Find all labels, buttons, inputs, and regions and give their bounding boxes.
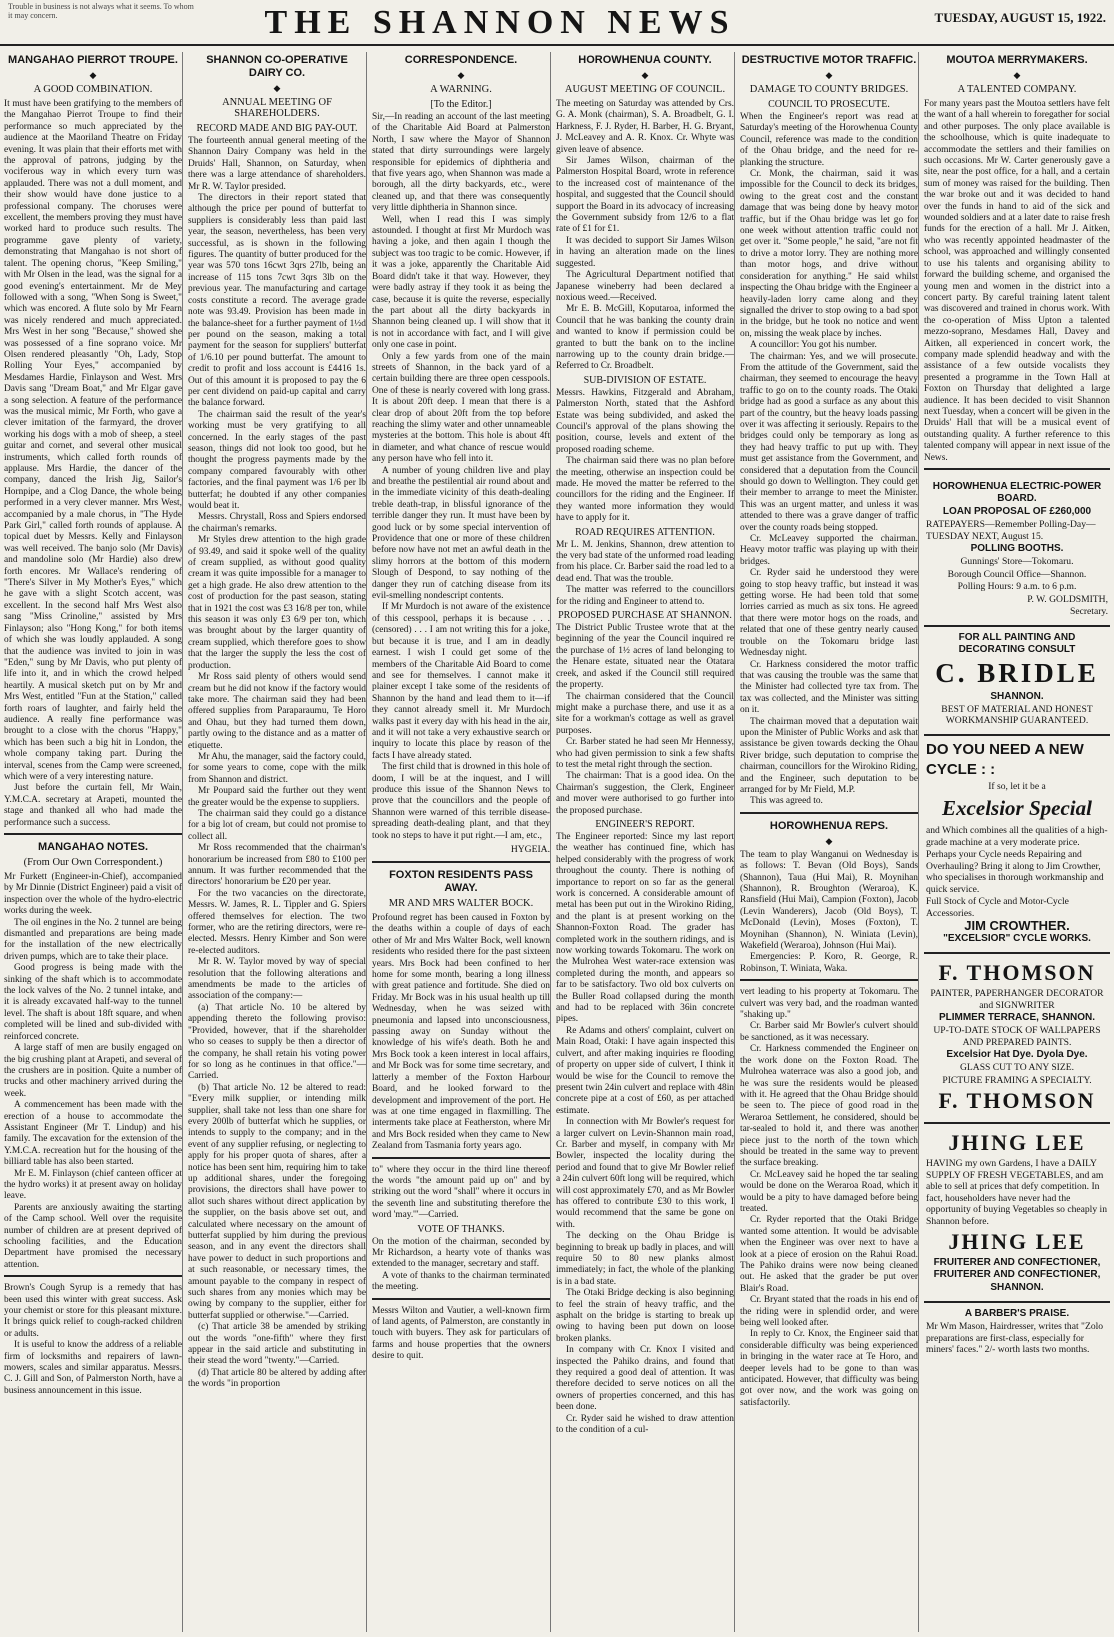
paragraph: Emergencies: P. Koro, R. George, R. Robinson, T. Winiata, Waka. bbox=[740, 952, 918, 974]
paragraph: A large staff of men are busily engaged on the big crushing plant at Arapeti, and several of the crushers are in position. Quite a number of trucks and other machinery arrived during the week. bbox=[4, 1043, 182, 1099]
paragraph: (c) That article 38 be amended by striking out the words "one-fifth" where they first appear in the said article and substituting in their stead the word "twenty."—Carried. bbox=[188, 1322, 366, 1367]
paragraph: The directors in their report stated that although the price per pound of butterfat to suppliers is considerably less than paid last year, the season, nevertheless, has been very successful, as is shown in the following figures. The quantity of butter produced for the year was 570 tons 16cwt 3qrs 27lb, being an increase of 115 tons 7cwt 3qrs 3lb on the previous year. The manufacturing and cartage costs constitute a record. The average grade note was 93.49. Provision has been made in the balance-sheet for a further payment of 1½d per pound on the season, making a total payment for the season for suppliers' butterfat of 1/6.10 per pound butterfat. The amount to credit to profit and loss account is £4416 1s. Out of this amount it is proposed to pay the 6 per cent dividend on paid-up capital and carry the balance forward. bbox=[188, 193, 366, 409]
paragraph: Cr. Harkness considered the motor traffic that was causing the trouble was the same that the Minister had collected tyre tax from. The tax was collected, and the Minister was sitting on it. bbox=[740, 659, 918, 716]
paragraph: The matter was referred to the councillors for the riding and Engineer to attend to. bbox=[556, 585, 734, 607]
column-4 bbox=[556, 52, 735, 1632]
article-heading: MANGAHAO PIERROT TROUPE. bbox=[8, 54, 178, 66]
divider bbox=[4, 833, 182, 835]
article-heading: MOUTOA MERRYMAKERS. bbox=[946, 54, 1088, 66]
ad-name: JIM CROWTHER. bbox=[964, 918, 1070, 933]
article-heading: HOROWHENUA REPS. bbox=[769, 819, 889, 832]
ad-tagline: BEST OF MATERIAL AND HONEST WORKMANSHIP GUARANTEED. bbox=[941, 703, 1093, 726]
paragraph: Parents are anxiously awaiting the starting of the Camp school. Well over the requisite number of children are at present deprived of schooling facilities, and the Education Department have promised the necessary attention. bbox=[4, 1202, 182, 1270]
article-heading: SHANNON CO-OPERATIVE DAIRY CO. bbox=[206, 54, 348, 79]
section-subhead: ENGINEER'S REPORT. bbox=[595, 818, 695, 830]
paragraph: Cr. Bryant stated that the roads in his end of the riding were in splendid order, and were being well looked after. bbox=[740, 1295, 918, 1329]
ad-town: SHANNON. bbox=[990, 690, 1044, 702]
paragraph: When the Engineer's report was read at Saturday's meeting of the Horowhenua County Council, reference was made to the condition of the Ohau bridge, and the need for re-planking the structure. bbox=[740, 112, 918, 168]
paragraph: It must have been gratifying to the members of the Mangahao Pierrot Troupe to find their performance so much appreciated by the audience at the Maoriland Theatre on Friday evening. It was plain that their efforts met with the approval of patrons, judging by the vociferous way in which every turn was applauded. There was not a dull moment, and their show would have done justice to a professional company. The choruses were excellent, the members proving they must have worked hard to produce such results. The programme gave plenty of variety, demonstrating that Mangahao is not short of talent. The opening chorus, "Keep Smiling," with Mr Olsen in the lead, was the signal for a good evening's entertainment. Mr de Mey followed with a song, "When Song is Sweet," which was encored. A flute solo by Mr Fearn was nicely rendered and much appreciated. Mrs West in her song "Because," showed she was possessed of a fine soprano voice. Mr Olsen rendered pleasantly "Oh, Lady, Stop Rolling Your Eyes," accompanied by Mesdames Hardie, Finlayson and West. Mrs Davis sang "Dream Boat," and Mr Elgar gave a song selection. A feature of the performance was the musical mimic, Mr Forth, who gave a clever imitation of the farmyard, the drover working his dogs with a mob of sheep, a steel guitar and cornet, and several other musical instruments, which called forth rounds of applause. Mrs Hardie, the dancer of the company, danced the Irish Jig, Sailor's Hornpipe, and a Clog Dance, the whole being performed in a very clever manner. Mrs West, accompanied by a male chorus, in "The Hyde Park Girl," called forth rounds of applause. A topical duet by Messrs. Kelly and Finlayson was well received. The banjo solo (Mr Davis) and mandoline solo (Mr Hardie) also drew forth encores. Mr Wallace's rendering of "There's Silver in My Mother's Eyes," which he gave with a slight Scotch accent, was excellent. In the second half Mrs West also sang "Miss Crinoline," assisted by Mrs Finlayson; also "Hong Kong," for both items of which she was loudly applauded. A song that the audience was invited to join in was "Eden," sung by Mr Davis, who put plenty of life into it, and in which the crowd helped heartily. A musical sketch put on by Mr and Mrs West, entitled "Fun at the Station," called forth roars of laughter, and fairly held the audience. A really fine performance was brought to a close with the chorus "Happy," which has been such a big hit in London, the whole company taking part. During the interval, scenes from the Camp were screened, which were of a very interesting nature. bbox=[4, 99, 182, 782]
ad-name: C. BRIDLE bbox=[935, 657, 1099, 688]
ornament: ◆ bbox=[273, 83, 281, 93]
paragraph: Cr. McLeavey said he hoped the tar sealing would be done on the Weraroa Road, which it would be a pity to have damaged before being treated. bbox=[740, 1169, 918, 1214]
column-3 bbox=[372, 52, 551, 1632]
article-heading: FOXTON RESIDENTS PASS AWAY. bbox=[389, 869, 533, 894]
paragraph: Brown's Cough Syrup is a remedy that has been used this winter with great success. Ask your chemist or store for this pleasant mixture. It brings quick relief to cough-racked children or adults. bbox=[4, 1283, 182, 1339]
ad-name: F. THOMSON bbox=[938, 1088, 1096, 1113]
article-heading: CORRESPONDENCE. bbox=[404, 54, 518, 66]
paragraph: Cr. Monk, the chairman, said it was impossible for the Council to deck its bridges, owing to the great cost and the constant damage that was being done by heavy motor traffic, but if the Ohau bridge was let go for one week without attention traffic could not get over it. "Some people," he said, "are not fit to drive a motor lorry. They are nothing more than motor hogs, and drive without consideration for anything." He said whilst inspecting the Ohau bridge with the Engineer a heavily-laden lorry came along and they signalled the driver to stop owing to a bad spot in the bridge, but he took no notice and went on, missing the weak place by inches. bbox=[740, 169, 918, 339]
article-subheading: ANNUAL MEETING OF SHAREHOLDERS. bbox=[222, 97, 332, 119]
ad-text: HAVING my own Gardens, I have a DAILY SUPPLY OF FRESH VEGETABLES, and am able to sell at prices that defy competition. In fact, householders have never had the opportunity of buying Vegetables so cheaply in Shannon before. bbox=[926, 1158, 1108, 1227]
paragraph: The Engineer reported: Since my last report the weather has continued fine, which has helped considerably with the progress of work throughout the county. There is nothing of importance to report on so far as the general work is concerned. A considerable amount of metal has been put out in the Wirokino Riding, and the plant is at present working on the Shannon-Foxton Road. The grader has completed work in the southern ridings, and is now working towards Tokomaru. The work on the Mulrohea West water-race extension was completed during the month, and appears so far to be satisfactory. Two old box culverts on the Buller Road collapsed during the month and had to be replaced with 36in concrete pipes. bbox=[556, 831, 734, 1025]
ad-headline: DO YOU NEED A NEW CYCLE : : bbox=[926, 740, 1084, 778]
paragraph: Mr Ross recommended that the chairman's honorarium be increased from £80 to £100 per annum. It was further recommended that the directors' honorarium be £20 per year. bbox=[188, 843, 366, 888]
divider bbox=[4, 1275, 182, 1277]
divider bbox=[740, 979, 918, 981]
article-subheading: AUGUST MEETING OF COUNCIL. bbox=[564, 84, 726, 95]
paragraph: Cr. Ryder said he wished to draw attention to the condition of a cul- bbox=[556, 1413, 734, 1436]
article-subheading: A TALENTED COMPANY. bbox=[957, 84, 1077, 95]
ad-text: Full Stock of Cycle and Motor-Cycle Accessories. bbox=[926, 896, 1069, 919]
ad-trade: PAINTER, PAPERHANGER DECORATOR and SIGNWRITER bbox=[930, 988, 1104, 1011]
ad-trade: FRUITERER AND CONFECTIONER, FRUITERER AND CONFECTIONER, bbox=[933, 1257, 1101, 1280]
paragraph: Mr Styles drew attention to the high grade of 93.49, and said it spoke well of the quality of cream supplied, as without good quality cream it was quite impossible for a manager to get a high grade. He also drew attention to the cost of production for the past season, stating that in 1921 the cost was £3 16/8 per ton, while this season it was only £3 6/9 per ton, which was brought about by the larger quantity of cream supplied, which therefore goes to show that the larger the supply the less the cost of production. bbox=[188, 535, 366, 671]
paragraph: Sir,—In reading an account of the last meeting of the Charitable Aid Board at Palmerston North, I saw where the Mayor of Shannon stated that dirty surroundings were largely responsible for epidemics of diphtheria and that five years ago, when Shannon was made a borough, all the dirty backyards, etc., were cleaned up, and that there was consequently very little diphtheria in Shannon since. bbox=[372, 112, 550, 214]
paragraph: On the motion of the chairman, seconded by Mr Richardson, a hearty vote of thanks was extended to the manager, secretary and staff. bbox=[372, 1236, 550, 1270]
article-heading: HOROWHENUA COUNTY. bbox=[578, 54, 712, 66]
paragraph: (d) That article 80 be altered by adding after the words "in proportion bbox=[188, 1367, 366, 1390]
paragraph: It is useful to know the address of a reliable firm of locksmiths and repairers of lawn-mowers, scales and similar apparatus. Messrs. C. J. Gill and Son, of Palmerston North, have a business announcement in this issue. bbox=[4, 1340, 182, 1396]
ornament: ◆ bbox=[641, 70, 649, 80]
section-subhead: ROAD REQUIRES ATTENTION. bbox=[575, 526, 715, 538]
paragraph: Messrs. Chrystall, Ross and Spiers endorsed the chairman's remarks. bbox=[188, 512, 366, 534]
editor-note: [To the Editor.] bbox=[430, 99, 492, 110]
article-heading: DESTRUCTIVE MOTOR TRAFFIC. bbox=[741, 54, 917, 66]
paragraph: Mr Furkett (Engineer-in-Chief), accompanied by Mr Dinnie (District Engineer) paid a visit of inspection over the whole of the hydro-electric works during the week. bbox=[4, 872, 182, 917]
article-heading: MANGAHAO NOTES. bbox=[38, 841, 148, 853]
ornament: ◆ bbox=[457, 70, 465, 80]
paragraph: Only a few yards from one of the main streets of Shannon, in the back yard of a certain building there are three open cesspools. One of these is nearly covered with long grass. It is about 20ft deep. I mean that there is a clear drop of about 20ft from the top before reaching the slimy water and other unnameable mysteries at the bottom. This hole is about 4ft in diameter, and what chance of rescue would any person have who fell into it. bbox=[372, 351, 550, 465]
paragraph: Messrs. Hawkins, Fitzgerald and Abraham, Palmerston North, stated that the Ashford Estate was being subdivided, and asked the Council's approval of the plans showing the position, course, levels and extent of the proposed roading scheme. bbox=[556, 387, 734, 455]
divider bbox=[740, 812, 918, 814]
paragraph: The Otaki Bridge decking is also beginning to feel the strain of heavy traffic, and the asphalt on the bridge is starting to break up owing to having been put down on loose broken planks. bbox=[556, 1288, 734, 1344]
letter-signature: HYGEIA. bbox=[510, 844, 550, 855]
booth-line: Borough Council Office—Shannon. bbox=[947, 568, 1087, 580]
section-subhead: SUB-DIVISION OF ESTATE. bbox=[583, 374, 707, 386]
booths-title: POLLING BOOTHS. bbox=[970, 543, 1064, 554]
jhing-lee-ad bbox=[924, 1124, 1110, 1303]
paragraph: The chairman said the result of the year's working must be very gratifying to all concerned. In the early stages of the past season, things did not look too good, but he thought the progress payments made by the company compared favourably with other factories, and the final payment was 1/6 per lb butterfat; he doubted if any other companies would beat it. bbox=[188, 409, 366, 511]
article-subheading: DAMAGE TO COUNTY BRIDGES. bbox=[749, 84, 909, 95]
ad-lead: If so, let it be a bbox=[988, 780, 1046, 792]
masthead bbox=[0, 0, 1114, 46]
power-board-notice bbox=[924, 476, 1110, 627]
ad-glass: GLASS CUT TO ANY SIZE. bbox=[960, 1062, 1074, 1073]
paragraph: Mr L. M. Jenkins, Shannon, drew attention to the very bad state of the unformed road leading from his place. Cr. Barber said the road led to a dead end. That was the trouble. bbox=[556, 539, 734, 584]
paragraph: The chairman moved that a deputation wait upon the Minister of Public Works and ask that assistance be given towards decking the Ohau River bridge, such deputation to comprise the chairman, councillors for the Wirokino Riding, and the Engineer, such deputation to be arranged for by Mr Field, M.P. bbox=[740, 716, 918, 795]
newspaper-title: THE SHANNON NEWS bbox=[264, 4, 736, 41]
paragraph: (b) That article No. 12 be altered to read: "Every milk supplier, or intending milk supplier, shall take not less than one share for every 200lb of butterfat which he supplies, or intends to supply to the company; and in the event of any supplier refusing, or neglecting to apply for his proper quota of shares, after a notice has been sent him, requiring him to take up additional shares, under the foregoing provisions, the directors shall have power to allot such shares without direct application by the supplier, on the basis above set out, and calculated where necessary on the amount of butterfat supplied by him during the previous season, and in any event the directors shall have power to deduct in such proportions and at such reasonable, or necessary times, the amount payable to the company in respect of such shares from any monies which may be owing by company to the supplier, either for butterfat supplied or otherwise."—Carried. bbox=[188, 1082, 366, 1321]
divider bbox=[924, 468, 1110, 470]
paragraph: Mr Ross said plenty of others would send cream but he did not know if the factory would take more. The chairman said they had been offered supplies from Paraparaumu, Te Horo and Ohau, but they had turned them down, partly owing to the distance and as a matter of etiquette. bbox=[188, 672, 366, 751]
paragraph: Just before the curtain fell, Mr Wain, Y.M.C.A. secretary at Arapeti, mounted the stage and thanked all who had made the performance such a success. bbox=[4, 783, 182, 828]
article-subheading: A WARNING. bbox=[430, 84, 492, 95]
masthead-note: Trouble in business is not always what it seems. To whom it may concern. bbox=[8, 2, 194, 20]
ornament: ◆ bbox=[89, 70, 97, 80]
paragraph: The chairman said there was no plan before the meeting, otherwise an inspection could be made. He moved the matter be referred to the councillors for the riding and the Engineer. If they wanted more information they would have to apply for it. bbox=[556, 456, 734, 524]
paragraph: to" where they occur in the third line thereof the words "the amount paid up on" and by striking out the word "shall" where it occurs in the seventh line and substituting therefore the word 'may.'"—Carried. bbox=[372, 1164, 550, 1221]
ad-text: and Which combines all the qualities of a high-grade machine at a very moderate price. bbox=[926, 825, 1108, 848]
paragraph: (a) That article No. 10 be altered by appending thereto the following proviso: "Provided, however, that if the shareholder who so ceases to supply be then a director of the company, he shall retain his voting power for so long as he continues in that office."—Carried. bbox=[188, 1002, 366, 1082]
section-subhead: COUNCIL TO PROSECUTE. bbox=[768, 99, 890, 110]
column-2 bbox=[188, 52, 367, 1632]
paragraph: The Agricultural Department notified that Japanese wineberry had been declared a noxious weed.—Received. bbox=[556, 270, 734, 303]
section-subhead: VOTE OF THANKS. bbox=[417, 1223, 505, 1235]
paragraph: The chairman: That is a good idea. On the Chairman's suggestion, the Clerk, Engineer and mover were authorised to go further into the proposed purchase. bbox=[556, 771, 734, 816]
officer-role: Secretary. bbox=[1070, 606, 1108, 617]
issue-date: TUESDAY, AUGUST 15, 1922. bbox=[934, 10, 1106, 25]
paragraph: Cr. Barber stated he had seen Mr Hennessy, who had given permission to sink a few shafts to test the metal right through the section. bbox=[556, 737, 734, 770]
paragraph: The fourteenth annual general meeting of the Shannon Dairy Company was held in the Druids' Hall, Shannon, on Saturday, when there was a large attendance of shareholders. Mr R. W. Taylor presided. bbox=[188, 136, 366, 192]
paragraph: Good progress is being made with the sinking of the shaft which is to accommodate the lock valves of the No. 2 tunnel intake, and it is already excavated half-way to the tunnel level. The shaft is about 18ft square, and when completed will be lined and sub-divided with reinforced concrete. bbox=[4, 963, 182, 1042]
paragraph: In connection with Mr Bowler's request for a larger culvert on Levin-Shannon main road, Cr. Barber and myself, in company with Mr Bowler, inspected the locality during the period and found that to give Mr Bowler relief a 24in culvert 60ft long will be required, which will cost approximately £70, and as Mr Bowler has offered to contribute £30 to this work, I would recommend that the same be gone on with. bbox=[556, 1117, 734, 1230]
paragraph: vert leading to his property at Tokomaru. The culvert was very bad, and the roadman wanted "shaking up." bbox=[740, 987, 918, 1021]
ad-text: Perhaps your Cycle needs Repairing and Overhauling? Bring it along to Jim Crowther, who specialises in thorough workmanship and quick service. bbox=[926, 849, 1104, 895]
paragraph: A commencement has been made with the erection of a house to accommodate the Assistant Engineer (Mr T. Lindup) and his family. The excavation for the extension of the Y.M.C.A. recreation hut for the housing of the billiard table has also been started. bbox=[4, 1100, 182, 1168]
paragraph: A number of young children live and play and breathe the pestilential air round about and in the immediate vicinity of this death-dealing treble death-trap, in blissful ignorance of the terrible danger they run. It must have been by good luck or by some special intervention of Providence that one or more of these children before now have not met an awful death in the slimy horrors at the bottom of this modern Slough of Despond, to say nothing of the danger they run of catching disease from its evil-smelling nondescript contents. bbox=[372, 465, 550, 602]
ad-stock: UP-TO-DATE STOCK OF WALLPAPERS AND PREPARED PAINTS. bbox=[933, 1025, 1101, 1048]
article-subheading: (From Our Own Correspondent.) bbox=[23, 857, 163, 868]
paragraph: Cr. Barber said Mr Bowler's culvert should be sanctioned, as it was necessary. bbox=[740, 1021, 918, 1043]
cycle-ad bbox=[924, 736, 1110, 955]
paragraph: Cr. Harkness commended the Engineer on the work done on the Foxton Road. The Mulrohea waterrace was also a good job, and he was sure the residents would be pleased with it. He agreed that the Ohau Bridge should be seen to. The piece of good road in the Weraroa Settlement, he considered, should be tar-sealed to hold it, and there was another piece just to the north of the town which should be treated in the same way to prevent the surface breaking. bbox=[740, 1044, 918, 1169]
paragraph: In company with Cr. Knox I visited and inspected the Pahiko drains, and found that they required a good deal of attention. It was therefore decided to serve notices on all the owners of properties concerned, and this has been done. bbox=[556, 1345, 734, 1413]
column-1 bbox=[4, 52, 183, 1632]
paragraph: The first child that is drowned in this hole of doom, I will be at the inquest, and I will produce this issue of the Shannon News to prove that the councillors and the people of Shannon were warned of this terrible disease-spreading death-dealing plant, and that they took no steps to have it put right.—I am, etc., bbox=[372, 762, 550, 841]
polling-hours: Polling Hours: 9 a.m. to 6 p.m. bbox=[957, 581, 1077, 592]
ratepayers-reminder: RATEPAYERS—Remember Polling-Day—TUESDAY NEXT, August 15. bbox=[926, 519, 1096, 542]
barber-ad bbox=[924, 1303, 1110, 1363]
ornament: ◆ bbox=[1013, 70, 1021, 80]
divider bbox=[372, 861, 550, 863]
article-subheading: A GOOD COMBINATION. bbox=[33, 84, 153, 95]
paragraph: Cr. Ryder reported that the Otaki Bridge wanted some attention. It would be advisable when the Engineer was over next to have a look at a piece of erosion on the Rahui Road. The Pahiko drains were now being cleaned out. He asked that the grader be put over Blair's Road. bbox=[740, 1215, 918, 1294]
ad-dyes: Excelsior Hat Dye. Dyola Dye. bbox=[946, 1049, 1088, 1060]
paragraph: Mr R. W. Taylor moved by way of special resolution that the following alterations and amendments be made to the articles of association of the company:— bbox=[188, 957, 366, 1002]
article-subheading: MR AND MRS WALTER BOCK. bbox=[388, 898, 534, 909]
ad-town: SHANNON. bbox=[990, 1282, 1044, 1293]
paragraph: The oil engines in the No. 2 tunnel are being dismantled and preparations are being made for the installation of the new electrically driven pumps, which are to take their place. bbox=[4, 917, 182, 962]
ad-text: Mr Wm Mason, Hairdresser, writes that "Zolo preparations are first-class, especially for miners' faces." 2/- worth lasts two months. bbox=[926, 1321, 1104, 1355]
booth-line: Gunnings' Store—Tokomaru. bbox=[960, 556, 1074, 567]
paragraph: Cr. Ryder said he understood they were going to stop heavy traffic, but instead it was getting worse. He had been told that some lorries carried as much as six tons. He agreed that there were motor hogs on the roads, and related that one of these gentry nearly caused trouble on the Tokomaru bridge last Wednesday night. bbox=[740, 568, 918, 659]
ad-name: JHING LEE bbox=[948, 1130, 1086, 1155]
ad-name: F. THOMSON bbox=[938, 960, 1096, 985]
paragraph: The team to play Wanganui on Wednesday is as follows: T. Bevan (Old Boys), Sands (Shannon), Taua (Hui Mai), R. Moynihan (Shannon), R. Broughton (Weraroa), K. Ransfield (Hui Mai), Campion (Foxton), Jacob (Levin Wanderers), Jacob (Old Boys), T. McDonald (Levin), Moses (Foxton), T. Moynihan (Shannon), N. Winiata (Levin), Wakefield (Weraroa), Johnson (Hui Mai). bbox=[740, 849, 918, 952]
thomson-ad bbox=[924, 954, 1110, 1124]
paragraph: For many years past the Moutoa settlers have felt the want of a hall wherein to foregather for social and other purposes. The only place available is the schoolhouse, which is quite inadequate to accommodate the settlers and their families on such occasions. Mr W. Carter generously gave a site, near the post office, for a hall, and a certain sum of money was raised for the building. Then the war broke out and it was decided to hand over the funds in hand to aid of the sick and wounded soldiers and at a later date to raise fresh funds for the erection of a hall. Mr J. Aitken, who was recently appointed headmaster of the school, was approached and willingly consented to use his talents and organising ability to forward the building scheme, and organised the young men and women in the district into a concert party. By careful training latent talent was discovered and trained in chorus work. With the co-operation of Miss Upton a talented mezzo-soprano, Mesdames Hall, Davey and Aitken, all experienced in concert work, the company made splendid headway and with the assistance of a few outside vocalists they presented a programme in the Town Hall at Foxton on Thursday that delighted a large audience. It has been decided to visit Shannon next Tuesday, when a concert will be given in the Druids' Hall that will be a musical event of outstanding quality. A further reference to this talented company will appear in next issue of the News. bbox=[924, 99, 1110, 463]
paragraph: The chairman: Yes, and we will prosecute. From the attitude of the Government, said the chairman, they seemed to encourage the heavy traffic to go on to the county roads. The Otaki bridge had as good a surface as any about this part of the country, but the heavy loads passing over it was affecting it seriously. Repairs to the bridges could only be temporary as long as they had heavy traffic to put up with. They must get assistance from the Government, and considered that a deputation from the Council should go down to Wellington. They could get their member to arrange to meet the Minister. This was an urgent matter, and unless it was attended to there was a grave danger of traffic over the county roads being stopped. bbox=[740, 351, 918, 533]
ornament: ◆ bbox=[825, 835, 833, 846]
column-6-ads bbox=[924, 52, 1110, 1632]
paragraph: A vote of thanks to the chairman terminated the meeting. bbox=[372, 1270, 550, 1293]
section-subhead: RECORD MADE AND BIG PAY-OUT. bbox=[196, 123, 358, 134]
paragraph: For the two vacancies on the directorate, Messrs. W. James, R. L. Tippler and G. Spiers offered themselves for election. The two former, who are the retiring directors, were re-elected. Messrs. Henry Kimber and Son were re-elected auditors. bbox=[188, 888, 366, 956]
ad-title: A BARBER'S PRAISE. bbox=[964, 1308, 1070, 1319]
divider bbox=[372, 1298, 550, 1300]
paragraph: The meeting on Saturday was attended by Crs. G. A. Monk (chairman), S. A. Broadbelt, G. I. Harkness, F. J. Ryder, H. Barber, H. G. Bryant, J. McLeavey and A. R. Knox. Cr. Whyte was given leave of absence. bbox=[556, 99, 734, 155]
paragraph: Cr. McLeavey supported the chairman. Heavy motor traffic was playing up with their bridges. bbox=[740, 534, 918, 567]
paragraph: If Mr Murdoch is not aware of the existence of this cesspool, perhaps it is because . . . (censored) . . . I am not writing this for a joke, but because it is true, and I am in deadly earnest. I wish I could get some of the members of the Charitable Aid Board to come and see for themselves. I cannot make it plainer except I take some of the residents of Shannon by the hand and lead them to it—if they cannot already smell it. Mr Murdoch walks past it every day with his head in the air, and it will not take a very exhaustive search or inquiry to locate this place by reason of the facts I have already stated. bbox=[372, 602, 550, 761]
bridle-ad bbox=[924, 627, 1110, 736]
paragraph: A councillor: You got his number. bbox=[750, 340, 877, 351]
paragraph: The chairman considered that the Council might make a purchase there, and use it as a site for a workman's cottage as well as gravel purposes. bbox=[556, 691, 734, 736]
paragraph: Messrs Wilton and Vautier, a well-known firm of land agents, of Palmerston, are constantly in touch with buyers. They ask for particulars of farms and house properties that the owners desire to quit. bbox=[372, 1305, 550, 1362]
paragraph: The decking on the Ohau Bridge is beginning to break up badly in places, and will require 50 to 80 new planks almost immediately; in fact, the whole of the planking is in a bad state. bbox=[556, 1231, 734, 1287]
paragraph: Profound regret has been caused in Foxton by the deaths within a couple of days of each other of Mr and Mrs Walter Bock, well known residents who resided there for the past sixteen years. Mrs Bock had been confined to her home for some month, bearing a long illness with great patience and fortitude. She died on Friday. Mr Bock was in his usual health up till Wednesday, when he was seized with pneumonia and lapsed into unconsciousness, passing away on Sunday without the knowledge of his wife's death. Both he and Mrs Bock took a keen interest in local affairs, and Mr Bock was for some time secretary, and latterly a member of the Foxton Harbour Board, and he looked forward to the development and improvement of the port. He was at one time engaged in flaxmilling. The interments take place at Featherston, where Mr and Mrs Bock resided when they came to New Zealand from Tasmania forty years ago. bbox=[372, 913, 550, 1152]
paragraph: Mr E. B. McGill, Koputaroa, informed the Council that he was banking the county drain and wanted to know if permission could be granted to butt the bank on to the incline narrowing up to the county drain bridge.—Referred to Cr. Broadbelt. bbox=[556, 304, 734, 372]
ornament: ◆ bbox=[825, 70, 833, 80]
paragraph: Mr Ahu, the manager, said the factory could, for some years to come, cope with the milk from Shannon and district. bbox=[188, 751, 366, 785]
ad-framing: PICTURE FRAMING A SPECIALTY. bbox=[942, 1074, 1092, 1086]
paragraph: Sir James Wilson, chairman of the Palmerston Hospital Board, wrote in reference to the increased cost of maintenance of the hospital, and suggested that the Council should support the Board in its advocacy of increasing the Government subsidy from 12/6 to a flat rate of £1 for £1. bbox=[556, 156, 734, 235]
ad-address: PLIMMER TERRACE, SHANNON. bbox=[938, 1012, 1096, 1023]
paragraph: In reply to Cr. Knox, the Engineer said that considerable difficulty was being experienced in bringing in the water race at Te Horo, and deeper levels had to be gone to than was anticipated. However, that difficulty was being got over now, and the work was going on satisfactorily. bbox=[740, 1329, 918, 1408]
ad-works: "EXCELSIOR" CYCLE WORKS. bbox=[943, 933, 1091, 944]
ad-name: JHING LEE bbox=[948, 1229, 1086, 1254]
divider bbox=[372, 1157, 550, 1159]
paragraph: Mr E. M. Finlayson (chief canteen officer at the hydro works) it at present away on holiday leave. bbox=[4, 1168, 182, 1202]
paragraph: This was agreed to. bbox=[750, 796, 823, 807]
paragraph: The chairman said they could go a distance for a big lot of cream, but could not promise to collect all. bbox=[188, 808, 366, 842]
notice-title: HOROWHENUA ELECTRIC-POWER BOARD. bbox=[932, 481, 1102, 504]
paragraph: It was decided to support Sir James Wilson in having an alteration made on the lines suggested. bbox=[556, 235, 734, 269]
brand-name: Excelsior Special bbox=[942, 796, 1092, 820]
loan-proposal: LOAN PROPOSAL OF £260,000 bbox=[942, 506, 1092, 517]
paragraph: Well, when I read this I was simply astounded. I thought at first Mr Murdoch was having a joke, and then again I though the subject was too tragic to be comic. However, if it was a joke, apparently the Charitable Aid Board didn't take it that way. However, they were badly astray if they took it as being the case, because it is quite the reverse, especially the part about all the dirty backyards in Shannon being cleaned up. I will show that it is not in accordance with fact, and I will give only one case in point. bbox=[372, 214, 550, 351]
paragraph: Mr Poupard said the further out they went the greater would be the expense to suppliers. bbox=[188, 786, 366, 808]
paragraph: Re Adams and others' complaint, culvert on Main Road, Otaki: I have again inspected this culvert, and after making inquiries re flooding of property on upper side of culvert, I think it would be wise for the Council to remove the present twin 24in culvert and replace with 48in concrete pipe at a cost of £60, as per attached estimate. bbox=[556, 1025, 734, 1116]
officer-name: P. W. GOLDSMITH, bbox=[1027, 593, 1108, 605]
paragraph: The District Public Trustee wrote that at the beginning of the year the Council inquired re the purchase of 1½ acres of land belonging to the Henare estate, situated near the Otatara creek, and asked if the Council still required the property. bbox=[556, 623, 734, 691]
ad-lead: FOR ALL PAINTING AND DECORATING CONSULT bbox=[958, 631, 1076, 655]
section-subhead: PROPOSED PURCHASE AT SHANNON. bbox=[558, 610, 732, 622]
column-5 bbox=[740, 52, 919, 1632]
